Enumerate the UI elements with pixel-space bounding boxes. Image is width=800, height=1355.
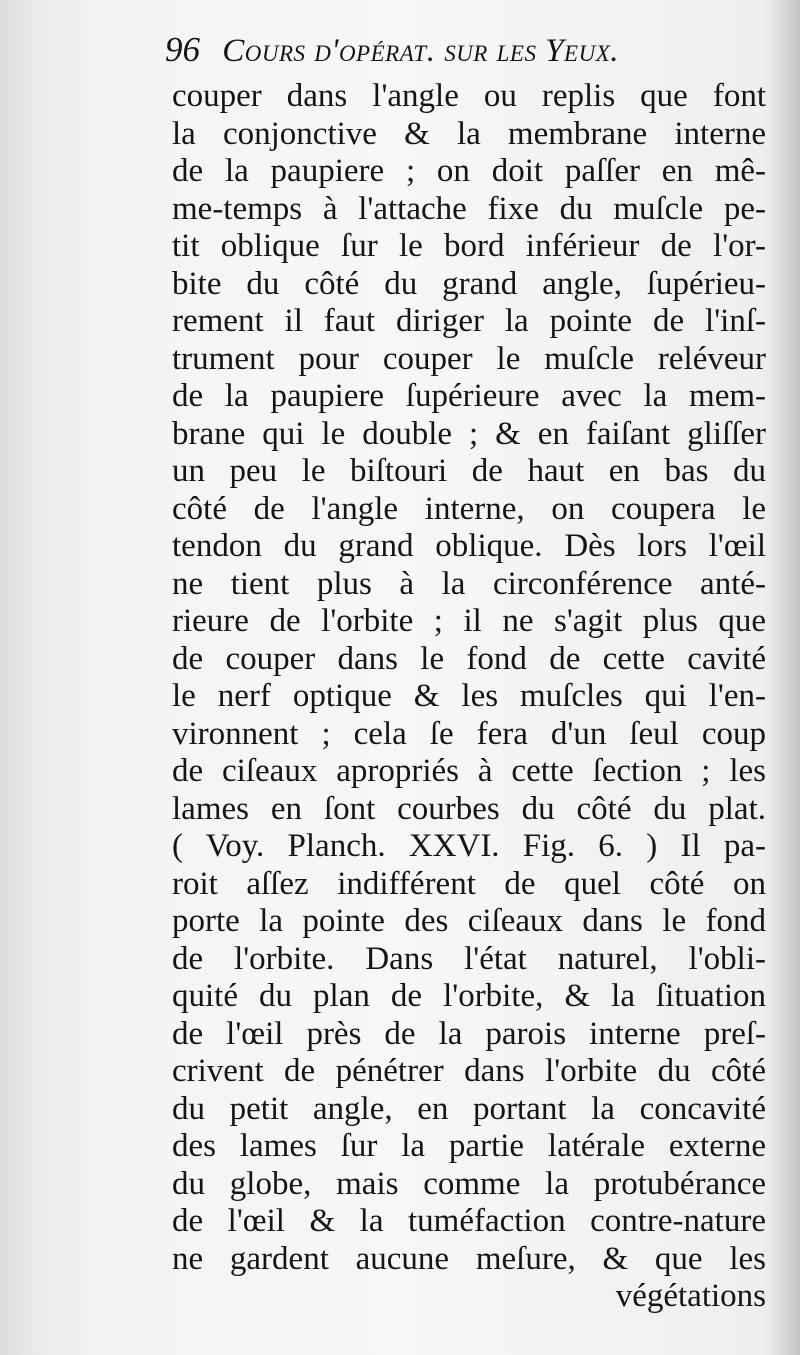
text-line: de ciſeaux apropriés à cette ſection ; les — [172, 753, 766, 789]
text-line: porte la pointe des ciſeaux dans le fond — [172, 903, 766, 939]
text-line: bite du côté du grand angle, ſupérieu- — [172, 265, 766, 302]
text-line: quité du plan de l'orbite, & la ſituation — [172, 978, 766, 1014]
text-line: la conjonctive & la membrane interne — [172, 115, 766, 152]
text-line: de couper dans le fond de cette cavité — [172, 640, 766, 677]
text-line: un peu le biſtouri de haut en bas du — [172, 453, 766, 489]
text-line: rieure de l'orbite ; il ne s'agit plus que — [172, 603, 766, 639]
text-line: de l'œil près de la parois interne preſ- — [172, 1015, 766, 1052]
running-title: Cours d'opérat. sur les Yeux. — [222, 33, 620, 69]
text-line: du globe, mais comme la protubérance — [172, 1165, 766, 1202]
catchword: végétations — [615, 1278, 766, 1314]
page-number: 96 — [165, 30, 200, 69]
text-line: lames en ſont courbes du côté du plat. — [172, 790, 766, 827]
text-line: des lames ſur la partie latérale externe — [172, 1128, 766, 1164]
text-line: ( Voy. Planch. XXVI. Fig. 6. ) Il pa- — [172, 828, 766, 864]
text-line: ne gardent aucune meſure, & que les — [172, 1240, 766, 1277]
text-line: me-temps à l'attache fixe du muſcle pe- — [172, 190, 766, 227]
text-line: couper dans l'angle ou replis que font — [172, 78, 766, 114]
text-line: de l'orbite. Dans l'état naturel, l'obli- — [172, 940, 766, 977]
text-line: de l'œil & la tuméfaction contre-nature — [172, 1203, 766, 1239]
text-line: le nerf optique & les muſcles qui l'en- — [172, 678, 766, 714]
text-line: tendon du grand oblique. Dès lors l'œil — [172, 528, 766, 564]
text-line: de la paupiere ; on doit paſſer en mê- — [172, 153, 766, 189]
text-line: rement il faut diriger la pointe de l'inſ- — [172, 303, 766, 339]
show-through-bleed — [30, 1010, 180, 1150]
running-header — [165, 30, 755, 74]
text-line: trument pour couper le muſcle reléveur — [172, 340, 766, 377]
text-line: roit aſſez indifférent de quel côté on — [172, 865, 766, 902]
text-line: crivent de pénétrer dans l'orbite du côté — [172, 1053, 766, 1089]
text-line: du petit angle, en portant la concavité — [172, 1090, 766, 1127]
text-line: de la paupiere ſupérieure avec la mem- — [172, 378, 766, 414]
text-line: côté de l'angle interne, on coupera le — [172, 490, 766, 527]
text-line: brane qui le double ; & en faiſant gliſſer — [172, 415, 766, 452]
page-edge-shadow — [770, 0, 800, 1355]
text-line: vironnent ; cela ſe fera d'un ſeul coup — [172, 715, 766, 752]
text-line: tit oblique ſur le bord inférieur de l'or- — [172, 228, 766, 264]
text-line: ne tient plus à la circonférence anté- — [172, 565, 766, 602]
body-text — [172, 78, 766, 1316]
